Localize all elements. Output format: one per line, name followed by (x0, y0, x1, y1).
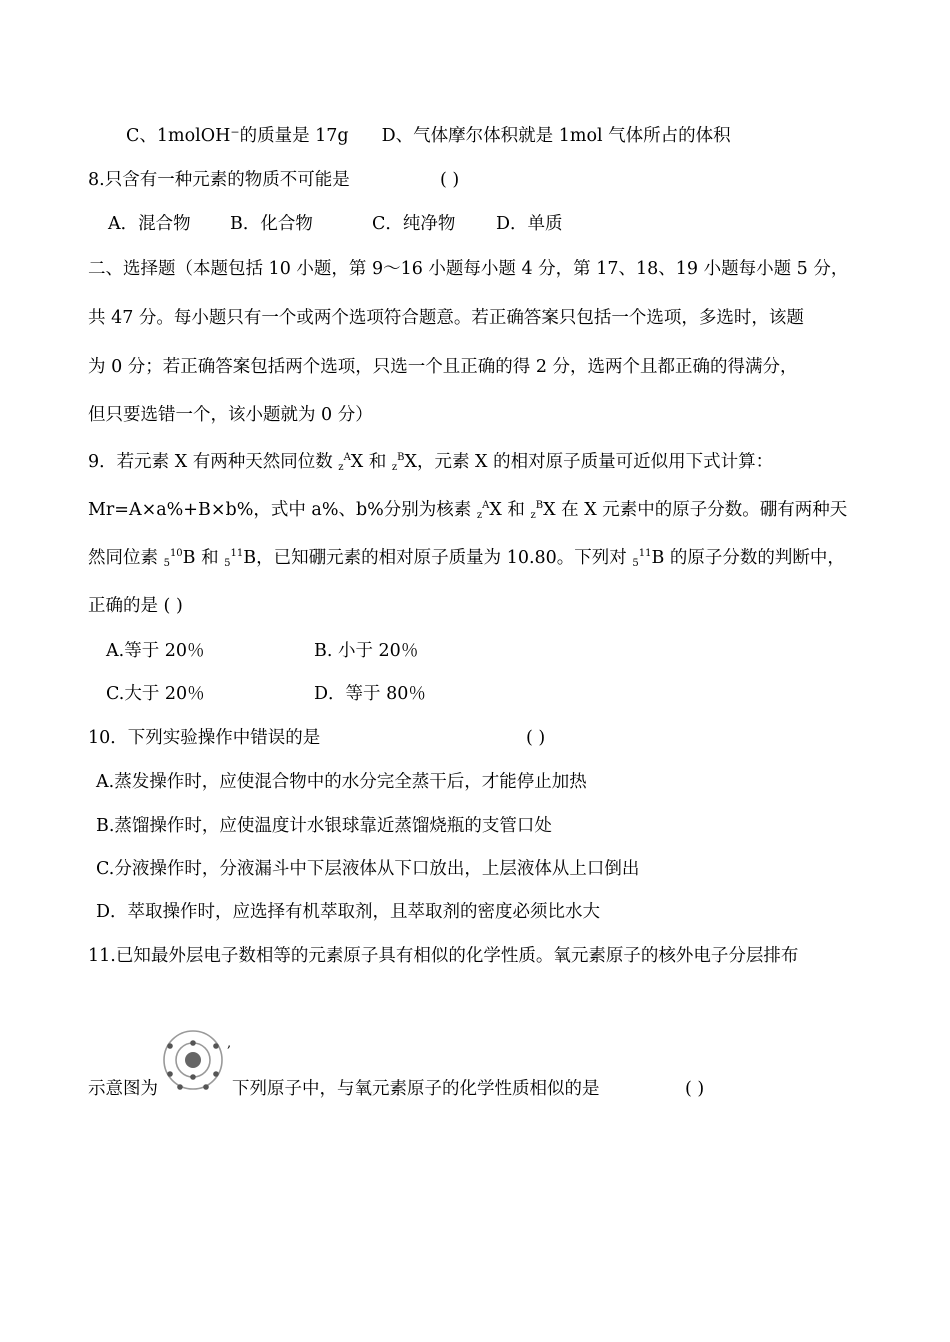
section2-line-2: 共 47 分。每小题只有一个或两个选项符合题意。若正确答案只包括一个选项，多选时，该题 (88, 308, 804, 328)
q8-bracket: ( ) (440, 170, 460, 190)
oxygen-atom-shell-diagram-icon (160, 1027, 226, 1093)
iso-b: B (535, 500, 544, 511)
section2-line-4: 但只要选错一个，该小题就为 0 分） (88, 405, 373, 425)
q8-option-d: D．单质 (496, 214, 563, 234)
q9-text: X 和 (489, 500, 531, 520)
q9-text: B 的原子分数的判断中， (651, 548, 845, 568)
section2-line-3: 为 0 分；若正确答案包括两个选项，只选一个且正确的得 2 分，选两个且都正确的得满分， (88, 357, 798, 377)
q11-line-2b: 下列原子中，与氧元素原子的化学性质相似的是 (232, 1079, 600, 1099)
q8-stem-row (88, 168, 350, 192)
q9-text: 然同位素 (88, 548, 164, 568)
q9-option-b: B. 小于 20％ (314, 641, 419, 661)
q10-stem: 10．下列实验操作中错误的是 (88, 728, 321, 748)
q9-text: X，元素 X 的相对原子质量可近似用下式计算： (404, 452, 774, 472)
q10-bracket: ( ) (526, 728, 546, 748)
q8-option-c: C．纯净物 (372, 214, 456, 234)
q10-option-d: D．萃取操作时，应选择有机萃取剂，且萃取剂的密度必须比水大 (96, 902, 601, 922)
iso-z: z (530, 510, 536, 521)
b-mass-11: 11 (638, 548, 652, 559)
q8-option-a: A．混合物 (108, 214, 191, 234)
q9-option-c: C.大于 20％ (106, 684, 205, 704)
q9-text: B，已知硼元素的相对原子质量为 10.80。下列对 (243, 548, 633, 568)
section2-line-1: 二、选择题（本题包括 10 小题，第 9～16 小题每小题 4 分，第 17、18、19 小题每小题 5 分， (88, 259, 849, 279)
q9-line-1 (88, 450, 773, 474)
q9-text: X 在 X 元素中的原子分数。硼有两种天 (543, 500, 848, 520)
iso-z: z (476, 510, 483, 521)
q7-option-c: C、1molOH⁻的质量是 17g (126, 126, 349, 146)
q11-bracket: ( ) (685, 1079, 705, 1099)
q11-line-2a: 示意图为 (88, 1079, 158, 1099)
q11-line-1: 11.已知最外层电子数相等的元素原子具有相似的化学性质。氧元素原子的核外电子分层排布 (88, 946, 799, 966)
q10-option-c: C.分液操作时，分液漏斗中下层液体从下口放出，上层液体从上口倒出 (96, 859, 640, 879)
q8-option-b: B．化合物 (230, 214, 313, 234)
q7-option-d: D、气体摩尔体积就是 1mol 气体所占的体积 (381, 126, 731, 146)
iso-a: A (482, 500, 490, 511)
q11-comma: , (227, 1036, 232, 1051)
b-z: 5 (163, 558, 170, 569)
q9-line-3 (88, 546, 845, 570)
q10-option-b: B.蒸馏操作时，应使温度计水银球靠近蒸馏烧瓶的支管口处 (96, 816, 552, 836)
q9-text: X 和 (350, 452, 392, 472)
b-z: 5 (224, 558, 231, 569)
q9-text: Mr=A×a%+B×b%，式中 a%、b%分别为核素 (88, 500, 477, 520)
b-mass-11: 11 (230, 548, 244, 559)
iso-b: B (397, 452, 405, 463)
b-z: 5 (632, 558, 639, 569)
q10-option-a: A.蒸发操作时，应使混合物中的水分完全蒸干后，才能停止加热 (96, 772, 587, 792)
b-mass-10: 10 (169, 548, 183, 559)
q9-text: 9．若元素 X 有两种天然同位数 (88, 452, 339, 472)
q9-line-2 (88, 498, 847, 522)
q9-option-a: A.等于 20％ (106, 641, 205, 661)
q7-options-row (126, 124, 731, 148)
iso-z: z (391, 462, 398, 473)
q9-text: B 和 (182, 548, 225, 568)
q9-line-4: 正确的是 ( ) (88, 596, 183, 616)
q8-stem: 8.只含有一种元素的物质不可能是 (88, 170, 350, 190)
q9-option-d: D．等于 80％ (314, 684, 426, 704)
iso-z: z (338, 462, 344, 473)
iso-a: A (343, 452, 351, 463)
